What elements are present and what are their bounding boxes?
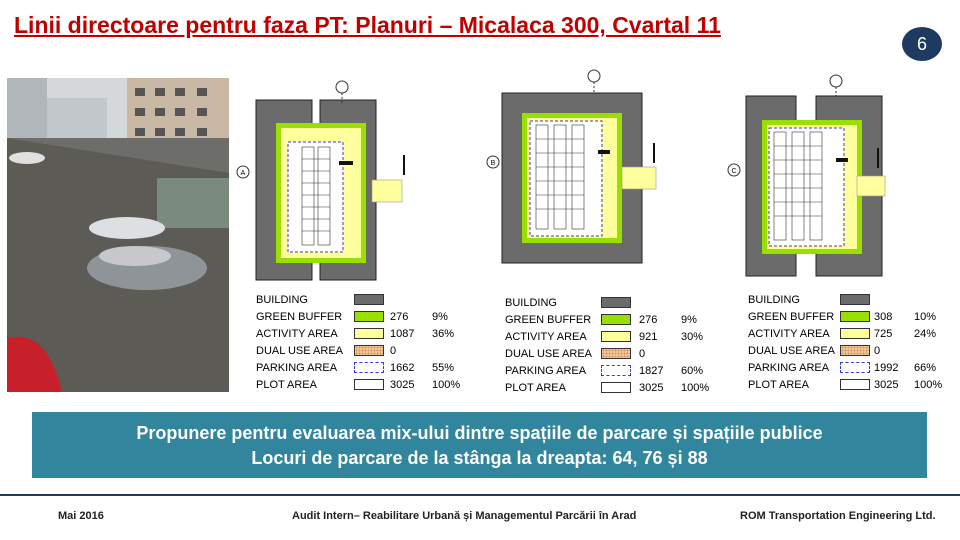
legend-percent: 55% (432, 362, 455, 374)
legend-label: DUAL USE AREA (256, 345, 344, 357)
legend-label: DUAL USE AREA (505, 348, 593, 360)
summary-banner (32, 412, 927, 478)
legend-label: PLOT AREA (256, 379, 317, 391)
legend-value: 921 (639, 331, 658, 343)
legend-label: GREEN BUFFER (505, 314, 592, 326)
banner-line-1: Propunere pentru evaluarea mix-ului dintre spațiile de parcare și spațiile publice (136, 423, 823, 443)
legend-value: 276 (639, 314, 658, 326)
legend-percent: 9% (681, 314, 697, 326)
legend-value: 1992 (874, 362, 899, 374)
slide-title: Linii directoare pentru faza PT: Planuri – Micalaca 300, Cvartal 11 (14, 12, 721, 38)
legend-row (256, 344, 476, 361)
legend-swatch (840, 294, 870, 305)
legend-value: 725 (874, 328, 893, 340)
legend-plan-a (256, 293, 476, 395)
legend-plan-b (505, 296, 725, 398)
legend-swatch (601, 314, 631, 325)
plan-c-marker: C (731, 168, 737, 175)
plan-b-marker: B (490, 160, 496, 167)
legend-value: 308 (874, 311, 893, 323)
legend-row (505, 313, 725, 330)
legend-value: 3025 (390, 379, 415, 391)
legend-label: ACTIVITY AREA (748, 328, 830, 340)
legend-label: BUILDING (748, 294, 800, 306)
legend-label: BUILDING (505, 297, 557, 309)
site-photo (7, 78, 229, 392)
legend-percent: 9% (432, 311, 448, 323)
legend-row (505, 296, 725, 313)
legend-label: PARKING AREA (256, 362, 338, 374)
legend-swatch (601, 348, 631, 359)
legend-percent: 66% (914, 362, 937, 374)
legend-value: 1827 (639, 365, 664, 377)
legend-percent: 30% (681, 331, 704, 343)
legend-row (256, 378, 476, 395)
legend-row (505, 364, 725, 381)
legend-value: 1662 (390, 362, 415, 374)
legend-value: 0 (390, 345, 397, 357)
plan-a-drawing (234, 75, 454, 287)
plan-b-drawing (482, 65, 682, 275)
legend-percent: 60% (681, 365, 704, 377)
legend-percent: 24% (914, 328, 937, 340)
legend-plan-c (748, 293, 948, 395)
legend-swatch (601, 297, 631, 308)
footer-divider (0, 494, 960, 496)
legend-value: 1087 (390, 328, 415, 340)
legend-row (505, 381, 725, 398)
plan-a-marker: A (240, 170, 246, 177)
legend-swatch (601, 382, 631, 393)
legend-swatch (601, 331, 631, 342)
legend-swatch (354, 294, 384, 305)
legend-value: 3025 (874, 379, 899, 391)
legend-percent: 100% (432, 379, 461, 391)
legend-value: 0 (874, 345, 881, 357)
legend-row (256, 327, 476, 344)
legend-swatch (840, 379, 870, 390)
legend-row (748, 344, 948, 361)
legend-swatch (601, 365, 631, 376)
legend-label: PARKING AREA (505, 365, 587, 377)
legend-swatch (354, 328, 384, 339)
banner-line-2: Locuri de parcare de la stânga la dreapta: 64, 76 și 88 (251, 448, 708, 468)
legend-swatch (354, 311, 384, 322)
legend-value: 276 (390, 311, 409, 323)
legend-row (748, 378, 948, 395)
legend-label: DUAL USE AREA (748, 345, 836, 357)
legend-row (256, 293, 476, 310)
footer-company: ROM Transportation Engineering Ltd. (740, 510, 936, 522)
legend-label: PLOT AREA (505, 382, 566, 394)
legend-label: GREEN BUFFER (256, 311, 343, 323)
legend-label: PLOT AREA (748, 379, 809, 391)
legend-row (748, 327, 948, 344)
legend-row (748, 361, 948, 378)
legend-swatch (354, 362, 384, 373)
legend-row (505, 347, 725, 364)
legend-row (748, 293, 948, 310)
plan-c-drawing (720, 70, 920, 280)
legend-swatch (840, 311, 870, 322)
legend-label: ACTIVITY AREA (256, 328, 338, 340)
legend-label: GREEN BUFFER (748, 311, 835, 323)
legend-label: ACTIVITY AREA (505, 331, 587, 343)
legend-row (505, 330, 725, 347)
footer-center: Audit Intern– Reabilitare Urbană și Managementul Parcării în Arad (292, 510, 637, 522)
legend-swatch (840, 328, 870, 339)
legend-swatch (354, 379, 384, 390)
legend-label: BUILDING (256, 294, 308, 306)
legend-percent: 10% (914, 311, 937, 323)
legend-swatch (840, 345, 870, 356)
legend-swatch (354, 345, 384, 356)
legend-value: 3025 (639, 382, 664, 394)
legend-row (256, 361, 476, 378)
page-number-badge: 6 (902, 27, 942, 61)
legend-percent: 100% (914, 379, 943, 391)
legend-percent: 100% (681, 382, 710, 394)
legend-row (256, 310, 476, 327)
legend-percent: 36% (432, 328, 455, 340)
footer-date: Mai 2016 (58, 510, 104, 522)
legend-row (748, 310, 948, 327)
legend-label: PARKING AREA (748, 362, 830, 374)
legend-swatch (840, 362, 870, 373)
legend-value: 0 (639, 348, 646, 360)
